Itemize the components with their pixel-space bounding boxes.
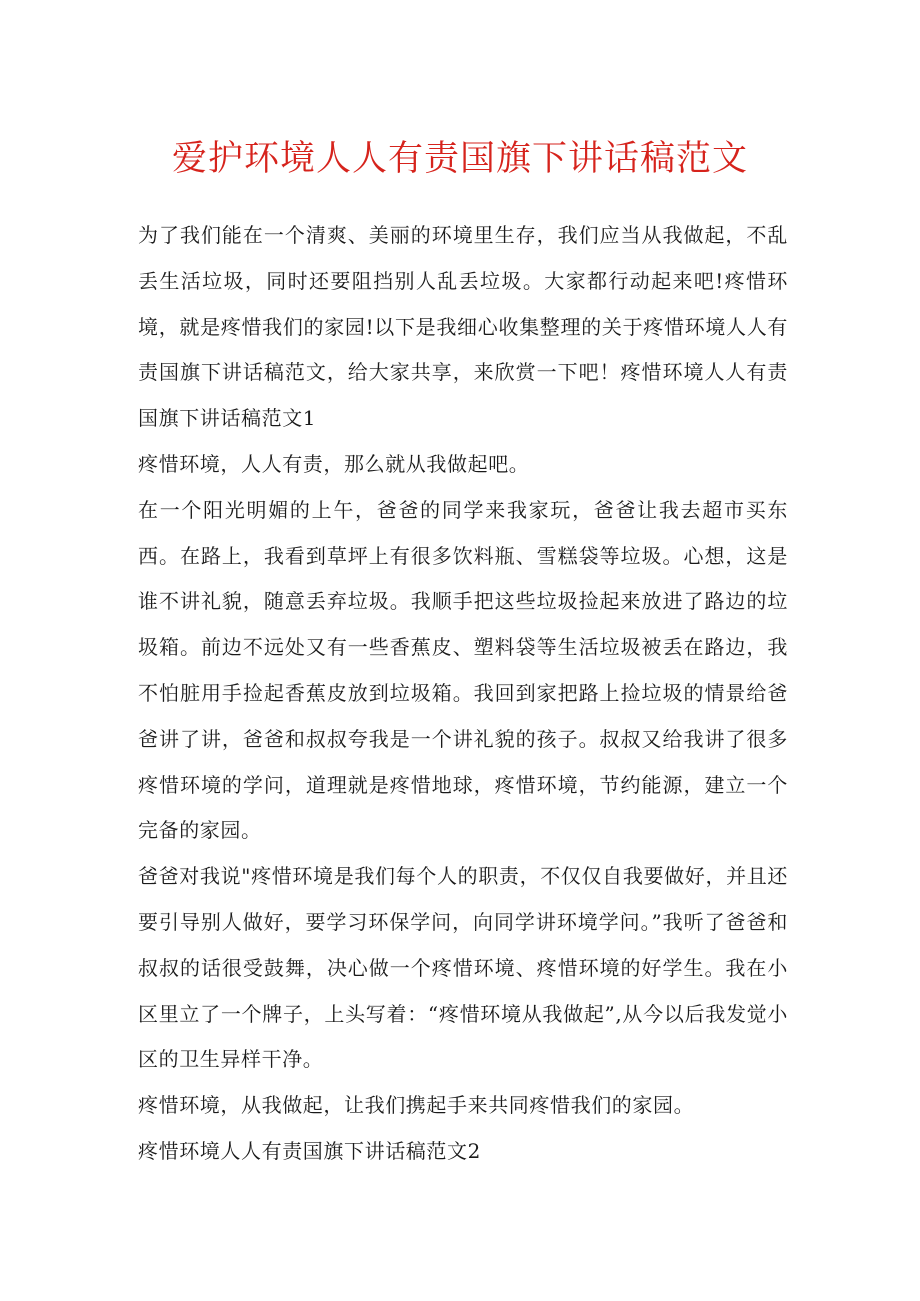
paragraph-dad-speech: 爸爸对我说"疼惜环境是我们每个人的职责，不仅仅自我要做好，并且还要引导别人做好，要学习环保学问，向同学讲环境学问。”我听了爸爸和叔叔的话很受鼓舞，决心做一个疼惜环境、疼惜环境的好学生。我在小区里立了一个牌子，上头写着：“疼惜环境从我做起”,从今以后我发觉小区的卫生异样干净。 <box>138 864 788 1072</box>
document-body <box>138 213 788 1175</box>
paragraph-closing: 疼惜环境，从我做起，让我们携起手来共同疼惜我们的家园。 <box>138 1093 695 1118</box>
paragraph-intro: 为了我们能在一个清爽、美丽的环境里生存，我们应当从我做起，不乱丢生活垃圾，同时还要阻挡别人乱丢垃圾。大家都行动起来吧!疼惜环境，就是疼惜我们的家园!以下是我细心收集整理的关于疼惜环境人人有责国旗下讲话稿范文，给大家共享，来欣赏一下吧！疼惜环境人人有责国旗下讲话稿范文1 <box>138 223 788 431</box>
document-title: 爱护环境人人有责国旗下讲话稿范文 <box>171 139 748 179</box>
paragraph-opening: 疼惜环境，人人有责，那么就从我做起吧。 <box>138 451 530 476</box>
paragraph-section-heading: 疼惜环境人人有责国旗下讲话稿范文2 <box>138 1138 481 1163</box>
paragraph-story: 在一个阳光明媚的上午，爸爸的同学来我家玩，爸爸让我去超市买东西。在路上，我看到草坪上有很多饮料瓶、雪糕袋等垃圾。心想，这是谁不讲礼貌，随意丢弃垃圾。我顺手把这些垃圾捡起来放进了路边的垃圾箱。前边不远处又有一些香蕉皮、塑料袋等生活垃圾被丢在路边，我不怕脏用手捡起香蕉皮放到垃圾箱。我回到家把路上捡垃圾的情景给爸爸讲了讲，爸爸和叔叔夸我是一个讲礼貌的孩子。叔叔又给我讲了很多疼惜环境的学问，道理就是疼惜地球，疼惜环境，节约能源，建立一个完备的家园。 <box>138 497 788 843</box>
